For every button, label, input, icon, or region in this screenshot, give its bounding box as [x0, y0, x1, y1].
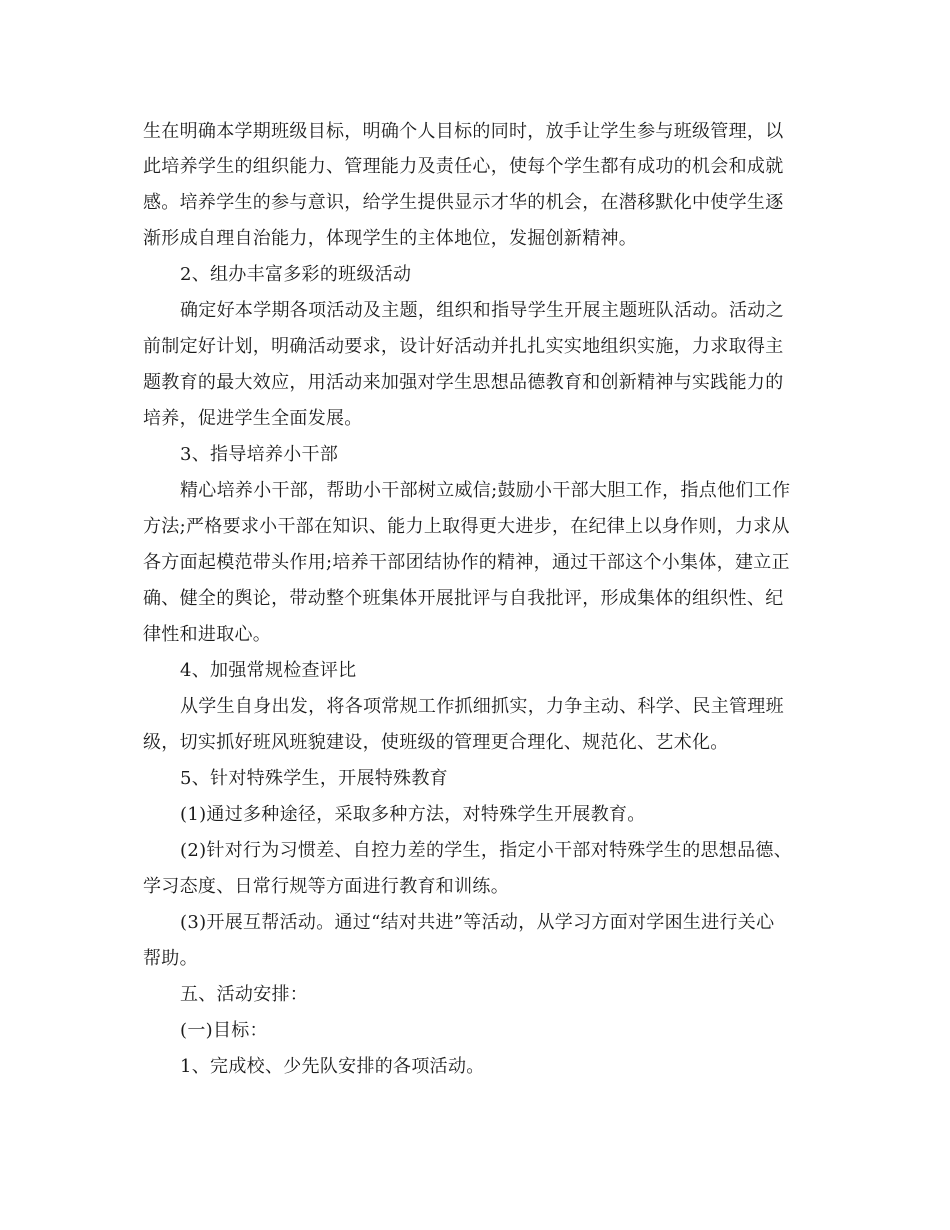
section-heading: 2、组办丰富多彩的班级活动 — [180, 264, 412, 285]
list-item: (2)针对行为习惯差、自控力差的学生，指定小干部对特殊学生的思想品德、 — [180, 840, 792, 861]
list-item: (1)通过多种途径，采取多种方法，对特殊学生开展教育。 — [180, 804, 646, 825]
paragraph-line: 生在明确本学期班级目标，明确个人目标的同时，放手让学生参与班级管理，以 — [143, 121, 784, 142]
section-heading: 五、活动安排： — [180, 984, 309, 1005]
paragraph-line: 级，切实抓好班风班貌建设，使班级的管理更合理化、规范化、艺术化。 — [143, 732, 729, 753]
list-item: (3)开展互帮活动。通过“结对共进”等活动，从学习方面对学困生进行关心 — [180, 912, 775, 933]
paragraph-line: 从学生自身出发，将各项常规工作抓细抓实，力争主动、科学、民主管理班 — [180, 696, 784, 717]
list-item: 1、完成校、少先队安排的各项活动。 — [180, 1056, 485, 1077]
paragraph-line: 此培养学生的组织能力、管理能力及责任心，使每个学生都有成功的机会和成就 — [143, 156, 784, 177]
paragraph-line: 帮助。 — [143, 948, 198, 969]
paragraph-line: 前制定好计划，明确活动要求，设计好活动并扎扎实实地组织实施，力求取得主 — [143, 336, 784, 357]
paragraph-line: 题教育的最大效应，用活动来加强对学生思想品德教育和创新精神与实践能力的 — [143, 372, 784, 393]
paragraph-line: 确定好本学期各项活动及主题，组织和指导学生开展主题班队活动。活动之 — [180, 300, 784, 321]
section-heading: 3、指导培养小干部 — [180, 444, 339, 465]
paragraph-line: 精心培养小干部，帮助小干部树立威信;鼓励小干部大胆工作，指点他们工作 — [180, 480, 791, 501]
section-heading: 4、加强常规检查评比 — [180, 660, 357, 681]
paragraph-line: 学习态度、日常行规等方面进行教育和训练。 — [143, 876, 509, 897]
section-heading: 5、针对特殊学生，开展特殊教育 — [180, 768, 448, 789]
paragraph-line: 各方面起模范带头作用;培养干部团结协作的精神，通过干部这个小集体，建立正 — [143, 552, 790, 573]
subsection-heading: (一)目标： — [180, 1020, 268, 1041]
paragraph-line: 方法;严格要求小干部在知识、能力上取得更大进步，在纪律上以身作则，力求从 — [143, 516, 790, 537]
paragraph-line: 培养，促进学生全面发展。 — [143, 408, 363, 429]
paragraph-line: 感。培养学生的参与意识，给学生提供显示才华的机会，在潜移默化中使学生逐 — [143, 192, 784, 213]
paragraph-line: 渐形成自理自治能力，体现学生的主体地位，发掘创新精神。 — [143, 228, 638, 249]
paragraph-line: 律性和进取心。 — [143, 624, 272, 645]
paragraph-line: 确、健全的舆论，带动整个班集体开展批评与自我批评，形成集体的组织性、纪 — [143, 588, 784, 609]
